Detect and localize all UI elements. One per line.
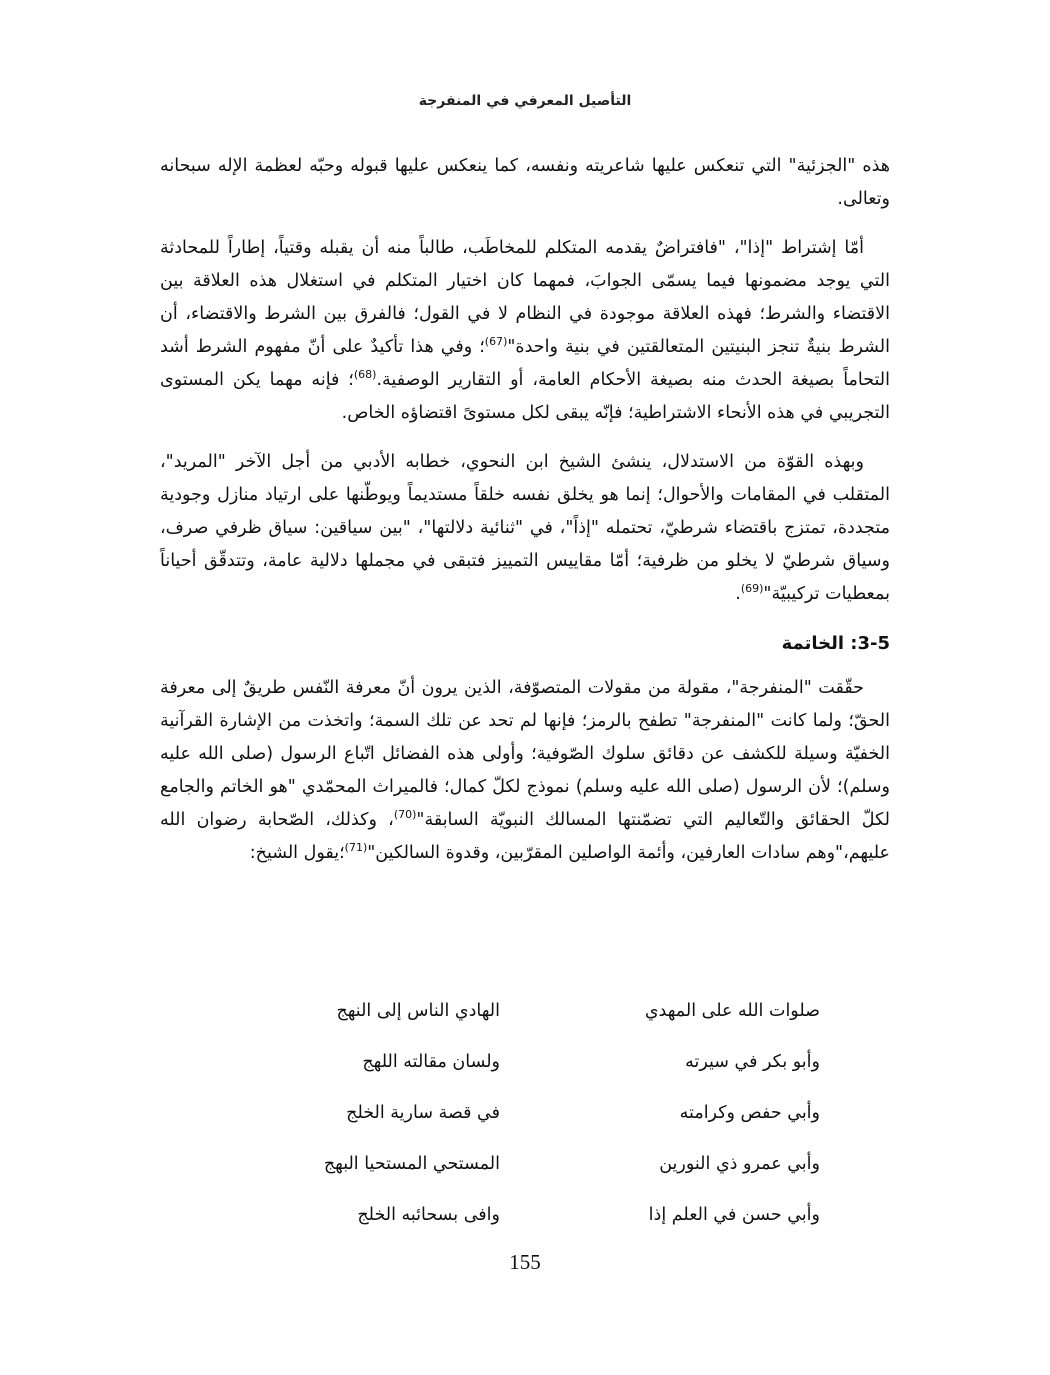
paragraph-2-text-b: ؛ وفي هذا تأكيدٌ على أنّ مفهوم الشرط أشد التحاماً بصيغة الحدث منه بصيغة الأحكام العامة، أو التقارير الوصفية. bbox=[160, 337, 891, 390]
footnote-ref-70: (70) bbox=[393, 808, 417, 822]
footnote-ref-67: (67) bbox=[484, 335, 508, 349]
paragraph-2 bbox=[160, 232, 890, 430]
verse-second-hemistich: وافى بسحائبه الخلج bbox=[357, 1205, 500, 1225]
verse-first-hemistich: وأبي حسن في العلم إذا bbox=[648, 1205, 820, 1225]
verse-second-hemistich: في قصة سارية الخلج bbox=[346, 1103, 500, 1123]
running-header: التأصيل المعرفي في المنفرجة bbox=[418, 93, 632, 109]
footnote-ref-69: (69) bbox=[740, 582, 764, 596]
paragraph-3-text-a: وبهذه القوّة من الاستدلال، ينشئ الشيخ ابن النحوي، خطابه الأدبي من أجل الآخر "المريد"، المتقلب في المقامات والأحوال؛ إنما هو يخلق نفسه خلقاً مستديماً ويوطّنها على ارتياد منازل وجودية متجددة، تمتزج باقتضاء شرطيّ، تحتمله "إذاً"، في "ثنائية دلالتها"، "بين سياقين: سياق ظرفي صرف، وسياق شرطيّ لا يخلو من ظرفية؛ أمّا مقاييس التمييز فتبقى في مجملها دلالية عامة، وتتدقّق أحياناً بمعطيات تركيبيّة" bbox=[160, 452, 890, 604]
section-heading: 3-5: الخاتمة bbox=[781, 633, 890, 654]
paragraph-4-text-c: ؛يقول الشيخ: bbox=[249, 843, 345, 863]
paragraph-2-text-a: أمّا إشتراط "إذا"، "فافتراضٌ يقدمه المتكلم للمخاطَب، طالباً منه أن يقبله وقتياً، إطاراً للمحادثة التي يوجد مضمونها فيما يسمّى الجوابَ، فمهما كان اختيار المتكلم في استغلال هذه العلاقة بين الاقتضاء والشرط؛ فهذه العلاقة موجودة في النظام لا في القول؛ فالفرق بين الشرط والاقتضاء، أن الشرط بنيةٌ تنجز البنيتين المتعالقتين في بنية واحدة" bbox=[160, 238, 890, 357]
paragraph-4-text-a: حقّقت "المنفرجة"، مقولة من مقولات المتصوّفة، الذين يرون أنّ معرفة النّفس طريقٌ إلى معرفة الحقّ؛ ولما كانت "المنفرجة" تطفح بالرمز؛ فإنها لم تحد عن تلك السمة؛ واتخذت من الإشارة القرآنية الخفيّة وسيلة للكشف عن دقائق سلوك الصّوفية؛ وأولى هذه الفضائل اتّباع الرسول (صلى الله عليه وسلم)؛ لأن الرسول (صلى الله عليه وسلم) نموذج لكلّ كمال؛ فالميراث المحمّدي "هو الخاتم والجامع لكلّ الحقائق والتّعاليم التي تضمّنتها المسالك النبويّة السابقة" bbox=[160, 678, 890, 830]
verse-first-hemistich: وأبي حفص وكرامته bbox=[679, 1103, 820, 1123]
poem-verse bbox=[260, 1139, 820, 1190]
footnote-ref-71: (71) bbox=[344, 841, 368, 855]
poem-verse bbox=[260, 1088, 820, 1139]
paragraph-4-text-b: ، وكذلك، الصّحابة رضوان الله عليهم،"وهم سادات العارفين، وأئمة الواصلين المقرّبين، وقدوة السالكين" bbox=[160, 810, 890, 863]
poem bbox=[260, 986, 820, 1241]
verse-second-hemistich: الهادي الناس إلى النهج bbox=[336, 1001, 500, 1021]
verse-first-hemistich: وأبي عمرو ذي النورين bbox=[659, 1154, 820, 1174]
verse-second-hemistich: المستحي المستحيا البهج bbox=[323, 1154, 500, 1174]
body-text bbox=[160, 150, 890, 886]
paragraph-1 bbox=[160, 150, 890, 216]
footnote-ref-68: (68) bbox=[353, 368, 377, 382]
poem-verse bbox=[260, 1190, 820, 1241]
verse-first-hemistich: صلوات الله على المهدي bbox=[644, 1001, 820, 1021]
page-number: 155 bbox=[509, 1250, 541, 1274]
poem-verse bbox=[260, 986, 820, 1037]
paragraph-2-text-c: ؛ فإنه مهما يكن المستوى التجريبي في هذه الأنحاء الاشتراطية؛ فإنّه يبقى لكل مستوىً اقتضاؤه الخاص. bbox=[160, 370, 890, 423]
paragraph-4 bbox=[160, 672, 890, 870]
verse-first-hemistich: وأبو بكر في سيرته bbox=[685, 1052, 820, 1072]
verse-second-hemistich: ولسان مقالته اللهج bbox=[362, 1052, 500, 1072]
paragraph-3-text-b: . bbox=[735, 584, 741, 604]
paragraph-3 bbox=[160, 446, 890, 611]
poem-verse bbox=[260, 1037, 820, 1088]
paragraph-1-text: هذه "الجزئية" التي تنعكس عليها شاعريته ونفسه، كما ينعكس عليها قبوله وحبّه لعظمة الإله سبحانه وتعالى. bbox=[160, 156, 890, 209]
